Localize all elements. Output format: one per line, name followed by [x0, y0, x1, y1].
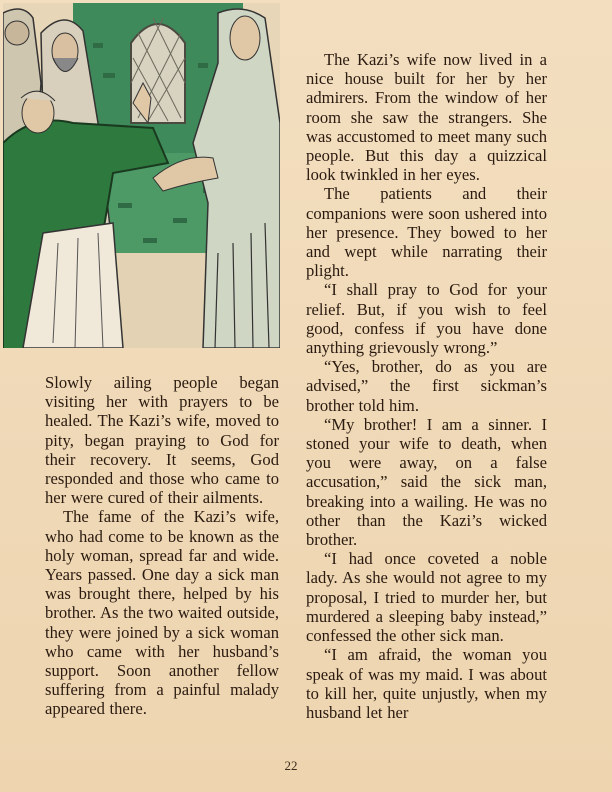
- paragraph: “Yes, brother, do as you are advised,” the first sickman’s brother told him.: [306, 357, 547, 415]
- paragraph: “I had once coveted a noble lady. As she would not agree to my proposal, I tried to murder her, but murdered a sleeping baby instead,” confessed the other sick man.: [306, 549, 547, 646]
- paragraph: The Kazi’s wife now lived in a nice house built for her by her admirers. From the window of her room she saw the strangers. She was accustomed to meet many such people. But this day a quizzical look twinkled in her eyes.: [306, 50, 547, 185]
- story-illustration: [3, 3, 280, 348]
- page-number: 22: [284, 758, 298, 773]
- paragraph: “I am afraid, the woman you speak of was my maid. I was about to kill her, quite unjustly, when my husband let her: [306, 645, 547, 722]
- illustration-icon: [3, 3, 280, 348]
- paragraph: “My brother! I am a sinner. I stoned your wife to death, when you were away, on a false accusation,” said the sick man, breaking into a wailing. He was no other than the Kazi’s wicked brother.: [306, 414, 547, 550]
- paragraph: “I shall pray to God for your relief. But, if you wish to feel good, confess if you have done anything grievously wrong.”: [306, 280, 547, 358]
- paragraph: Slowly ailing people began visiting her with prayers to be healed. The Kazi’s wife, moved to pity, began praying to God for their recovery. It seems, God responded and those who came to her were cured of their ailments.: [45, 373, 279, 508]
- right-text-column: [306, 50, 547, 722]
- paragraph: The fame of the Kazi’s wife, who had come to be known as the holy woman, spread far and wide. Years passed. One day a sick man was brought there, helped by his brother. As the two waited outside, they were joined by a sick woman who came with her husband’s support. Soon another fellow suffering from a painful malady appeared there.: [45, 507, 279, 719]
- paragraph: The patients and their companions were soon ushered into her presence. They bowed to her and wept while narrating their plight.: [306, 184, 547, 281]
- left-text-column: [45, 373, 279, 719]
